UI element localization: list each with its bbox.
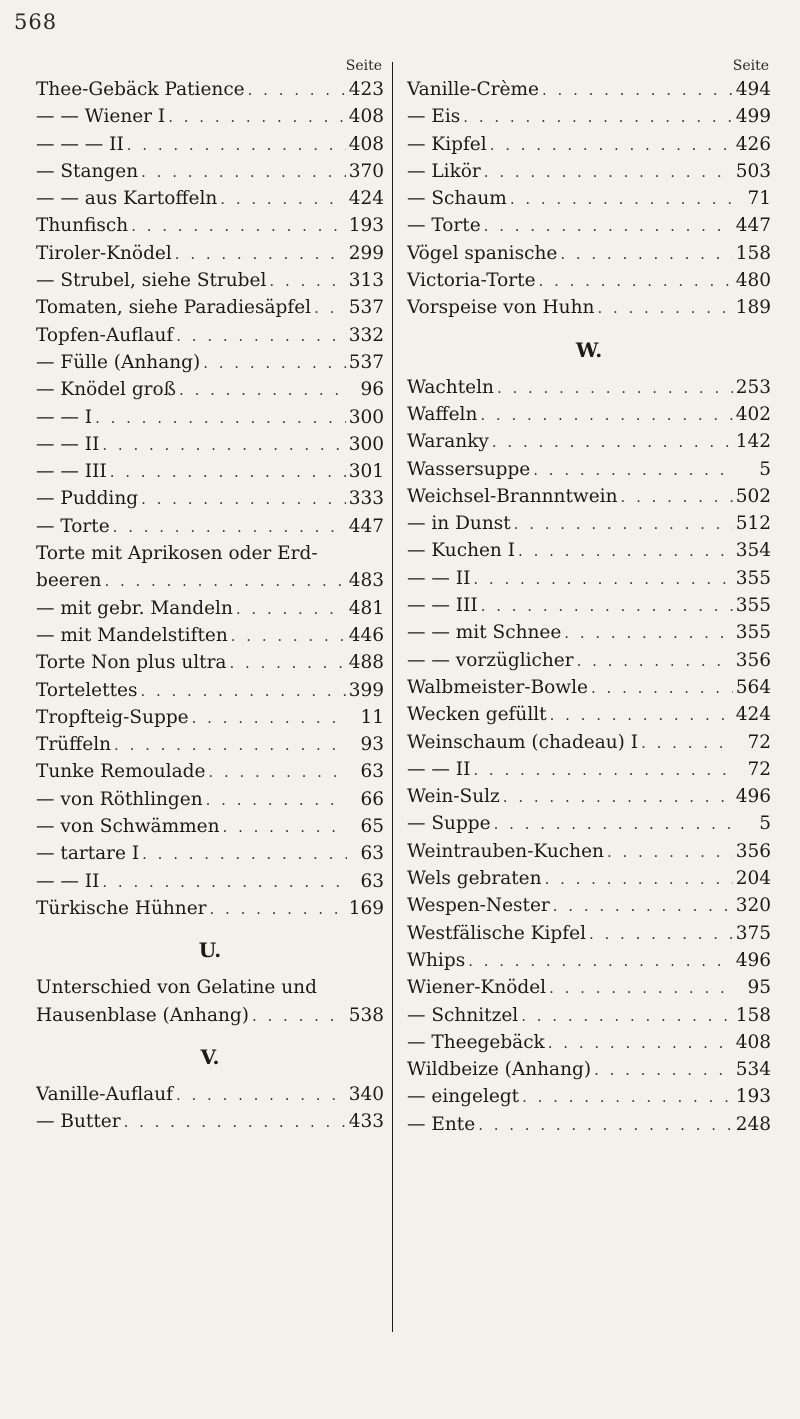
index-entry bbox=[407, 158, 771, 185]
entry-page-number: 299 bbox=[348, 242, 384, 264]
entry-page-number: 537 bbox=[348, 297, 384, 319]
leader-dots bbox=[231, 623, 346, 649]
index-entry bbox=[36, 786, 384, 813]
index-entry bbox=[407, 647, 771, 674]
entry-page-number: 96 bbox=[360, 379, 384, 401]
leader-dots bbox=[597, 295, 732, 321]
index-entry bbox=[407, 456, 771, 483]
index-entry bbox=[407, 131, 771, 158]
index-entry bbox=[36, 513, 384, 540]
entry-text: Vanille-Crème bbox=[407, 79, 539, 100]
index-entry bbox=[407, 701, 771, 728]
leader-dots bbox=[141, 486, 346, 512]
entry-page-number: 5 bbox=[759, 458, 771, 480]
entry-text: Weinschaum (chadeau) I bbox=[407, 731, 639, 753]
leader-dots bbox=[168, 104, 345, 130]
leader-dots bbox=[522, 1084, 733, 1110]
entry-list bbox=[36, 76, 384, 922]
leader-dots bbox=[494, 811, 734, 837]
leader-dots bbox=[641, 730, 734, 756]
entry-page-number: 71 bbox=[747, 188, 771, 210]
index-entry bbox=[407, 428, 771, 455]
entry-text: — — III bbox=[36, 461, 107, 483]
index-entry bbox=[407, 838, 771, 865]
entry-page-number: 248 bbox=[735, 1113, 771, 1135]
leader-dots bbox=[269, 268, 345, 294]
entry-page-number: 480 bbox=[735, 270, 771, 292]
entry-page-number: 356 bbox=[735, 649, 771, 671]
entry-text: — Likör bbox=[407, 160, 481, 182]
entry-page-number: 333 bbox=[348, 488, 384, 510]
entry-text: Tortelettes bbox=[36, 679, 138, 701]
entry-page-number: 370 bbox=[348, 160, 384, 182]
index-entry bbox=[36, 868, 384, 895]
index-entry bbox=[407, 1002, 771, 1029]
leader-dots bbox=[468, 948, 733, 974]
entry-page-number: 193 bbox=[348, 215, 384, 237]
entry-text: — — I bbox=[36, 406, 93, 428]
entry-text: Tropfteig-Suppe bbox=[36, 706, 189, 728]
entry-text: — — II bbox=[407, 758, 471, 780]
entry-text: — mit Mandelstiften bbox=[36, 624, 228, 646]
entry-text: — mit gebr. Mandeln bbox=[36, 597, 233, 619]
leader-dots bbox=[510, 186, 734, 212]
leader-dots bbox=[104, 568, 345, 594]
section-letter-w: W. bbox=[575, 337, 603, 362]
index-entry bbox=[407, 674, 771, 701]
entry-page-number: 313 bbox=[348, 270, 384, 292]
entry-page-number: 355 bbox=[735, 595, 771, 617]
entry-text: Torte Non plus ultra bbox=[36, 652, 227, 674]
leader-dots bbox=[210, 896, 346, 922]
leader-dots bbox=[480, 402, 732, 428]
leader-dots bbox=[102, 432, 345, 458]
index-entry bbox=[36, 376, 384, 403]
index-entry bbox=[407, 103, 771, 130]
leader-dots bbox=[514, 511, 733, 537]
entry-page-number: 503 bbox=[735, 160, 771, 182]
leader-dots bbox=[95, 405, 346, 431]
index-entry bbox=[36, 758, 384, 785]
entry-text: — Theegebäck bbox=[407, 1031, 545, 1053]
entry-page-number: 481 bbox=[348, 597, 384, 619]
leader-dots bbox=[252, 1003, 346, 1029]
index-entry bbox=[407, 76, 771, 103]
index-entry bbox=[407, 592, 771, 619]
index-entry bbox=[36, 622, 384, 649]
leader-dots bbox=[140, 678, 345, 704]
entry-page-number: 93 bbox=[360, 734, 384, 756]
entry-text: — — — II bbox=[36, 133, 124, 155]
entry-text: — — vorzüglicher bbox=[407, 649, 574, 671]
leader-dots bbox=[248, 77, 346, 103]
leader-dots bbox=[481, 593, 733, 619]
index-entry bbox=[36, 240, 384, 267]
leader-dots bbox=[539, 268, 733, 294]
entry-text: — Kuchen I bbox=[407, 540, 516, 562]
leader-dots bbox=[142, 841, 347, 867]
index-entry bbox=[36, 458, 384, 485]
entry-text: Wespen-Nester bbox=[407, 895, 550, 917]
entry-page-number: 375 bbox=[735, 922, 771, 944]
entry-page-number: 494 bbox=[735, 79, 771, 100]
entry-page-number: 399 bbox=[348, 679, 384, 701]
entry-text: Trüffeln bbox=[36, 734, 112, 756]
index-entry bbox=[407, 267, 771, 294]
entry-text: Thunfisch bbox=[36, 215, 129, 237]
index-entry bbox=[407, 783, 771, 810]
entry-page-number: 142 bbox=[735, 431, 771, 453]
entry-text: Walbmeister-Bowle bbox=[407, 676, 589, 698]
index-entry bbox=[407, 920, 771, 947]
index-entry bbox=[407, 374, 771, 401]
entry-page-number: 447 bbox=[348, 515, 384, 537]
entry-text: — Schaum bbox=[407, 188, 507, 210]
entry-page-number: 189 bbox=[735, 297, 771, 319]
entry-page-number: 496 bbox=[735, 786, 771, 808]
leader-dots bbox=[484, 213, 733, 239]
entry-text: — — aus Kartoffeln bbox=[36, 188, 218, 210]
entry-text: Torte mit Aprikosen oder Erd- bbox=[36, 543, 318, 565]
entry-page-number: 300 bbox=[348, 433, 384, 455]
entry-text: Wachteln bbox=[407, 376, 494, 398]
entry-page-number: 66 bbox=[360, 788, 384, 810]
index-entry bbox=[36, 567, 384, 594]
entry-text: Vögel spanische bbox=[407, 242, 558, 264]
entry-text: — — II bbox=[36, 433, 100, 455]
index-entry bbox=[407, 185, 771, 212]
index-entry bbox=[36, 1002, 384, 1029]
entry-text: — Ente bbox=[407, 1113, 476, 1135]
entry-text: — — mit Schnee bbox=[407, 622, 562, 644]
seite-header: Seite bbox=[345, 58, 382, 74]
leader-dots bbox=[463, 104, 732, 130]
entry-text: Waffeln bbox=[407, 403, 478, 425]
index-entry bbox=[36, 1108, 384, 1135]
entry-page-number: 488 bbox=[348, 652, 384, 674]
entry-page-number: 356 bbox=[735, 840, 771, 862]
entry-page-number: 502 bbox=[735, 485, 771, 507]
index-entry bbox=[407, 294, 771, 321]
entry-list-w bbox=[407, 374, 771, 1138]
leader-dots bbox=[503, 784, 733, 810]
leader-dots bbox=[589, 921, 733, 947]
entry-page-number: 340 bbox=[348, 1083, 384, 1105]
index-entry bbox=[36, 485, 384, 512]
leader-dots bbox=[206, 787, 347, 813]
index-entry bbox=[36, 76, 384, 103]
index-entry bbox=[407, 729, 771, 756]
entry-text: Whips bbox=[407, 949, 466, 971]
index-entry bbox=[407, 1083, 771, 1110]
entry-text: — — II bbox=[36, 870, 100, 892]
leader-dots bbox=[141, 159, 346, 185]
entry-page-number: 158 bbox=[735, 242, 771, 264]
section-letter-u: U. bbox=[198, 938, 222, 963]
index-entry bbox=[36, 704, 384, 731]
leader-dots bbox=[560, 241, 732, 267]
leader-dots bbox=[220, 186, 345, 212]
index-entry bbox=[36, 1081, 384, 1108]
entry-text: — — III bbox=[407, 595, 478, 617]
entry-text: Vorspeise von Huhn bbox=[407, 297, 595, 319]
entry-page-number: 11 bbox=[360, 706, 384, 728]
entry-text: — von Schwämmen bbox=[36, 816, 220, 838]
entry-page-number: 564 bbox=[735, 676, 771, 698]
leader-dots bbox=[113, 514, 346, 540]
leader-dots bbox=[553, 893, 733, 919]
entry-text: Topfen-Auflauf bbox=[36, 324, 174, 346]
index-entry bbox=[36, 158, 384, 185]
entry-page-number: 65 bbox=[360, 816, 384, 838]
entry-page-number: 496 bbox=[735, 949, 771, 971]
leader-dots bbox=[548, 1030, 733, 1056]
leader-dots bbox=[521, 1003, 732, 1029]
index-entry bbox=[36, 404, 384, 431]
entry-text: Victoria-Torte bbox=[407, 270, 536, 292]
index-entry bbox=[36, 595, 384, 622]
entry-text: — Pudding bbox=[36, 488, 139, 510]
index-entry bbox=[407, 537, 771, 564]
leader-dots bbox=[176, 1082, 346, 1108]
entry-text: Westfälische Kipfel bbox=[407, 922, 586, 944]
index-entry bbox=[36, 212, 384, 239]
index-entry bbox=[36, 677, 384, 704]
entry-page-number: 300 bbox=[348, 406, 384, 428]
leader-dots bbox=[484, 159, 733, 185]
entry-text: — — II bbox=[407, 567, 471, 589]
leader-dots bbox=[110, 459, 346, 485]
entry-page-number: 169 bbox=[348, 897, 384, 919]
entry-text: Unterschied von Gelatine und bbox=[36, 977, 317, 999]
index-entry bbox=[36, 649, 384, 676]
entry-page-number: 537 bbox=[348, 351, 384, 373]
page-number: 568 bbox=[14, 10, 58, 34]
index-entry bbox=[407, 892, 771, 919]
index-entry bbox=[36, 431, 384, 458]
entry-page-number: 512 bbox=[735, 513, 771, 535]
leader-dots bbox=[607, 839, 733, 865]
leader-dots bbox=[124, 1109, 346, 1135]
entry-text: — Eis bbox=[407, 106, 461, 128]
entry-text: — in Dunst bbox=[407, 513, 511, 535]
index-column-left bbox=[36, 56, 384, 1135]
leader-dots bbox=[497, 375, 733, 401]
index-entry bbox=[36, 103, 384, 130]
leader-dots bbox=[492, 429, 733, 455]
entry-page-number: 63 bbox=[360, 870, 384, 892]
entry-text: — Torte bbox=[36, 515, 110, 537]
entry-page-number: 447 bbox=[735, 215, 771, 237]
entry-text: — Strubel, siehe Strubel bbox=[36, 270, 267, 292]
column-divider bbox=[392, 62, 393, 1332]
index-entry bbox=[36, 185, 384, 212]
entry-text: Türkische Hühner bbox=[36, 897, 207, 919]
entry-page-number: 408 bbox=[348, 106, 384, 128]
entry-text: — Fülle (Anhang) bbox=[36, 351, 201, 373]
leader-dots bbox=[550, 702, 733, 728]
seite-header: Seite bbox=[732, 58, 769, 74]
index-entry bbox=[36, 840, 384, 867]
leader-dots bbox=[545, 866, 733, 892]
entry-page-number: 63 bbox=[360, 843, 384, 865]
index-entry bbox=[407, 240, 771, 267]
index-entry bbox=[407, 1056, 771, 1083]
leader-dots bbox=[114, 732, 347, 758]
leader-dots bbox=[549, 975, 734, 1001]
index-entry bbox=[36, 322, 384, 349]
entry-page-number: 499 bbox=[735, 106, 771, 128]
entry-text: Tiroler-Knödel bbox=[36, 242, 172, 264]
entry-page-number: 424 bbox=[735, 704, 771, 726]
entry-text: Wecken gefüllt bbox=[407, 704, 547, 726]
entry-page-number: 408 bbox=[735, 1031, 771, 1053]
leader-dots bbox=[179, 377, 347, 403]
leader-dots bbox=[594, 1057, 733, 1083]
leader-dots bbox=[490, 132, 733, 158]
entry-text: — Schnitzel bbox=[407, 1004, 519, 1026]
index-entry bbox=[407, 947, 771, 974]
entry-text: — von Röthlingen bbox=[36, 788, 203, 810]
index-entry bbox=[407, 401, 771, 428]
entry-list-v bbox=[36, 1081, 384, 1136]
entry-text: Weintrauben-Kuchen bbox=[407, 840, 604, 862]
section-letter-v: V. bbox=[200, 1044, 220, 1069]
entry-text: Wassersuppe bbox=[407, 458, 531, 480]
entry-text: — Suppe bbox=[407, 813, 491, 835]
entry-page-number: 355 bbox=[735, 567, 771, 589]
leader-dots bbox=[208, 759, 347, 785]
entry-text: Thee-Gebäck Patience bbox=[36, 79, 245, 100]
entry-page-number: 5 bbox=[759, 813, 771, 835]
index-column-right bbox=[407, 56, 771, 1138]
entry-page-number: 301 bbox=[348, 461, 384, 483]
leader-dots bbox=[577, 648, 733, 674]
entry-text: Tomaten, siehe Paradiesäpfel bbox=[36, 297, 312, 319]
leader-dots bbox=[621, 484, 733, 510]
index-entry bbox=[36, 974, 384, 1001]
entry-page-number: 423 bbox=[348, 79, 384, 100]
leader-dots bbox=[229, 650, 345, 676]
leader-dots bbox=[127, 132, 346, 158]
leader-dots bbox=[478, 1112, 733, 1138]
entry-text: — — Wiener I bbox=[36, 106, 166, 128]
entry-text: — Kipfel bbox=[407, 133, 487, 155]
entry-text: beeren bbox=[36, 570, 102, 592]
entry-page-number: 424 bbox=[348, 188, 384, 210]
index-entry bbox=[36, 895, 384, 922]
leader-dots bbox=[175, 241, 346, 267]
leader-dots bbox=[473, 566, 732, 592]
entry-text: — Knödel groß bbox=[36, 379, 177, 401]
leader-dots bbox=[203, 350, 345, 376]
leader-dots bbox=[314, 295, 346, 321]
entry-page-number: 158 bbox=[735, 1004, 771, 1026]
entry-page-number: 72 bbox=[747, 758, 771, 780]
entry-page-number: 332 bbox=[348, 324, 384, 346]
entry-page-number: 538 bbox=[348, 1004, 384, 1026]
entry-page-number: 253 bbox=[735, 376, 771, 398]
leader-dots bbox=[564, 620, 732, 646]
index-entry bbox=[407, 1111, 771, 1138]
index-entry bbox=[407, 212, 771, 239]
entry-list bbox=[407, 76, 771, 322]
entry-text: Waranky bbox=[407, 431, 489, 453]
index-entry bbox=[36, 813, 384, 840]
entry-text: — eingelegt bbox=[407, 1086, 520, 1108]
entry-page-number: 433 bbox=[348, 1111, 384, 1133]
index-entry bbox=[36, 131, 384, 158]
entry-page-number: 95 bbox=[747, 977, 771, 999]
index-entry bbox=[36, 294, 384, 321]
index-entry bbox=[407, 483, 771, 510]
entry-page-number: 534 bbox=[735, 1059, 771, 1081]
entry-page-number: 426 bbox=[735, 133, 771, 155]
entry-page-number: 354 bbox=[735, 540, 771, 562]
entry-list-u bbox=[36, 974, 384, 1029]
entry-text: Tunke Remoulade bbox=[36, 761, 206, 783]
index-entry bbox=[407, 865, 771, 892]
index-entry bbox=[407, 510, 771, 537]
entry-text: — Torte bbox=[407, 215, 481, 237]
entry-page-number: 483 bbox=[348, 570, 384, 592]
index-entry bbox=[36, 349, 384, 376]
entry-page-number: 408 bbox=[348, 133, 384, 155]
leader-dots bbox=[533, 457, 734, 483]
entry-page-number: 402 bbox=[735, 403, 771, 425]
entry-page-number: 72 bbox=[747, 731, 771, 753]
entry-text: Wein-Sulz bbox=[407, 786, 500, 808]
entry-page-number: 204 bbox=[735, 868, 771, 890]
index-entry bbox=[407, 810, 771, 837]
leader-dots bbox=[131, 213, 345, 239]
entry-text: — Stangen bbox=[36, 160, 139, 182]
entry-text: Wiener-Knödel bbox=[407, 977, 547, 999]
entry-page-number: 63 bbox=[360, 761, 384, 783]
entry-text: — Butter bbox=[36, 1111, 121, 1133]
index-entry bbox=[407, 1029, 771, 1056]
index-entry bbox=[407, 756, 771, 783]
index-entry bbox=[407, 565, 771, 592]
leader-dots bbox=[192, 705, 347, 731]
entry-text: Wildbeize (Anhang) bbox=[407, 1059, 592, 1081]
entry-page-number: 355 bbox=[735, 622, 771, 644]
entry-page-number: 320 bbox=[735, 895, 771, 917]
leader-dots bbox=[102, 869, 347, 895]
leader-dots bbox=[591, 675, 733, 701]
index-entry bbox=[36, 731, 384, 758]
entry-text: Wels gebraten bbox=[407, 868, 542, 890]
entry-text: Vanille-Auflauf bbox=[36, 1083, 173, 1105]
leader-dots bbox=[518, 538, 733, 564]
entry-text: — tartare I bbox=[36, 843, 140, 865]
leader-dots bbox=[236, 596, 346, 622]
entry-page-number: 193 bbox=[735, 1086, 771, 1108]
entry-text: Weichsel-Brannntwein bbox=[407, 485, 618, 507]
entry-text: Hausenblase (Anhang) bbox=[36, 1004, 249, 1026]
index-entry bbox=[407, 974, 771, 1001]
index-entry bbox=[36, 540, 384, 567]
leader-dots bbox=[542, 77, 733, 103]
index-entry bbox=[407, 619, 771, 646]
index-entry bbox=[36, 267, 384, 294]
leader-dots bbox=[176, 323, 345, 349]
leader-dots bbox=[223, 814, 347, 840]
entry-page-number: 446 bbox=[348, 624, 384, 646]
leader-dots bbox=[473, 757, 734, 783]
